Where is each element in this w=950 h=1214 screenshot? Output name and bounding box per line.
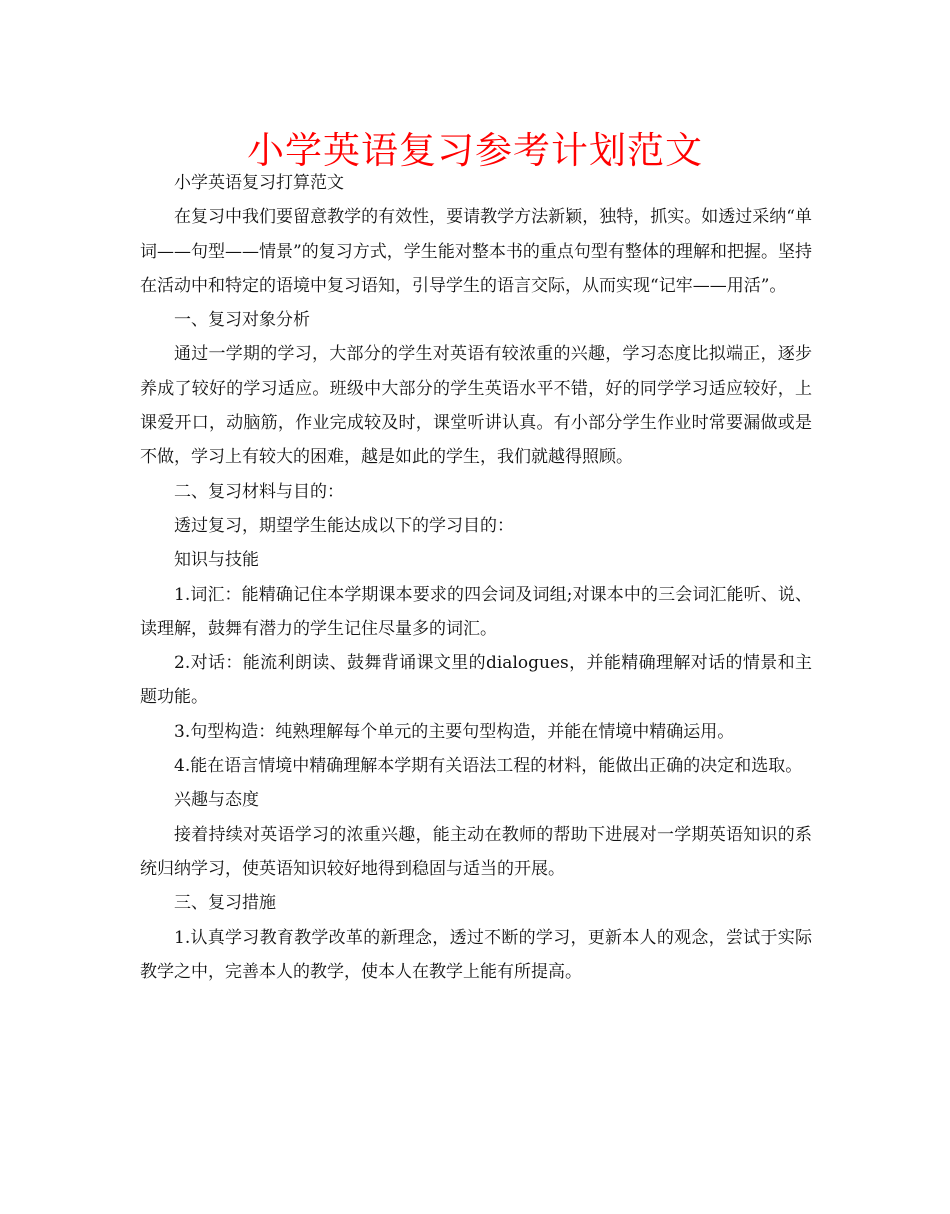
list-item: 4.能在语言情境中精确理解本学期有关语法工程的材料，能做出正确的决定和选取。	[174, 756, 803, 777]
paragraph: 在复习中我们要留意教学的有效性，要请教学方法新颖，独特，抓实。如透过采纳“单词——句型——情景”的复习方式，学生能对整本书的重点句型有整体的理解和把握。坚持在活动中和特定的语境中复习语知，引导学生的语言交际，从而实现“记牢——用活”。	[140, 207, 812, 296]
list-item: 1.认真学习教育教学改革的新理念，透过不断的学习，更新本人的观念，尝试于实际教学之中，完善本人的教学，使本人在教学上能有所提高。	[140, 927, 812, 982]
paragraph: 通过一学期的学习，大部分的学生对英语有较浓重的兴趣，学习态度比拟端正，逐步养成了较好的学习适应。班级中大部分的学生英语水平不错，好的同学学习适应较好，上课爱开口，动脑筋，作业完成较及时，课堂听讲认真。有小部分学生作业时常要漏做或是不做，学习上有较大的困难，越是如此的学生，我们就越得照顾。	[140, 344, 812, 468]
section-heading: 三、复习措施	[174, 893, 276, 914]
list-item: 2.对话：能流利朗读、鼓舞背诵课文里的dialogues，并能精确理解对话的情景和主题功能。	[140, 653, 812, 708]
list-item: 3.句型构造：纯熟理解每个单元的主要句型构造，并能在情境中精确运用。	[174, 721, 735, 742]
paragraph: 透过复习，期望学生能达成以下的学习目的：	[174, 515, 514, 536]
subheading: 知识与技能	[174, 550, 259, 571]
subheading: 兴趣与态度	[174, 790, 259, 811]
document-body	[140, 166, 812, 989]
paragraph: 小学英语复习打算范文	[174, 173, 344, 193]
section-heading: 一、复习对象分析	[174, 310, 310, 331]
document-title: 小学英语复习参考计划范文	[247, 129, 703, 172]
section-heading: 二、复习材料与目的：	[174, 481, 344, 502]
paragraph: 接着持续对英语学习的浓重兴趣，能主动在教师的帮助下进展对一学期英语知识的系统归纳学习，使英语知识较好地得到稳固与适当的开展。	[140, 824, 812, 879]
list-item: 1.词汇：能精确记住本学期课本要求的四会词及词组;对课本中的三会词汇能听、说、读理解，鼓舞有潜力的学生记住尽量多的词汇。	[140, 584, 812, 639]
